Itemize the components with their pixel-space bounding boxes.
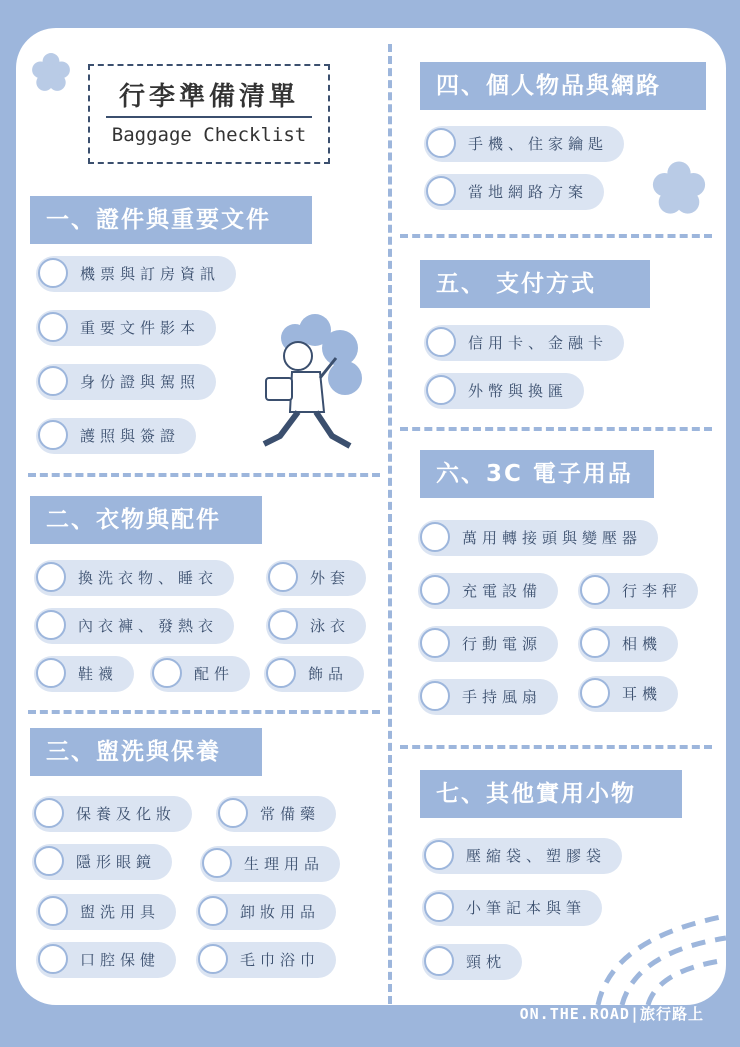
item-label: 泳衣 [310,617,351,635]
checkbox[interactable] [424,892,454,922]
page-subtitle: Baggage Checklist [111,124,307,146]
checkbox[interactable] [152,658,182,688]
item-label: 毛巾浴巾 [240,951,321,969]
checkbox[interactable] [218,798,248,828]
checkbox[interactable] [268,562,298,592]
title-box [88,64,330,164]
item-label: 卸妝用品 [240,903,321,921]
item-label: 耳機 [622,685,663,703]
checkbox[interactable] [36,610,66,640]
item-label: 相機 [622,635,663,653]
checklist-item[interactable] [418,520,658,556]
checklist-item[interactable] [424,126,624,162]
checkbox[interactable] [580,678,610,708]
checklist-item[interactable] [36,894,176,930]
section-divider [400,745,712,749]
checklist-item[interactable] [34,560,234,596]
checklist-item[interactable] [264,656,364,692]
checklist-item[interactable] [578,626,678,662]
section-header-personal: 四、個人物品與網路 [420,62,706,110]
checkbox[interactable] [38,896,68,926]
checkbox[interactable] [38,420,68,450]
checkbox[interactable] [198,896,228,926]
checklist-item[interactable] [36,942,176,978]
checkbox[interactable] [420,575,450,605]
item-label: 盥洗用具 [80,903,161,921]
checkbox[interactable] [420,681,450,711]
checklist-item[interactable] [36,364,216,400]
checklist-item[interactable] [578,676,678,712]
section-header-clothing: 二、衣物與配件 [30,496,262,544]
item-label: 內衣褲、發熱衣 [78,617,219,635]
checkbox[interactable] [266,658,296,688]
column-divider [388,44,392,1004]
section-divider [400,234,712,238]
checkbox[interactable] [424,946,454,976]
checkbox[interactable] [38,366,68,396]
checklist-item[interactable] [578,573,698,609]
item-label: 外幣與換匯 [468,382,569,400]
checkbox[interactable] [420,628,450,658]
checklist-item[interactable] [422,944,522,980]
traveler-illustration [240,308,380,458]
item-label: 身份證與駕照 [80,373,201,391]
checkbox[interactable] [38,258,68,288]
checklist-item[interactable] [266,608,366,644]
checkbox[interactable] [202,848,232,878]
checklist-item[interactable] [424,373,584,409]
item-label: 手持風扇 [462,688,543,706]
section-divider [28,473,380,477]
checklist-item[interactable] [32,796,192,832]
footer-brand: ON.THE.ROAD|旅行路上 [519,1005,704,1023]
footer [0,1005,740,1047]
section-divider [400,427,712,431]
item-label: 行李秤 [622,582,683,600]
checklist-item[interactable] [196,942,336,978]
item-label: 充電設備 [462,582,543,600]
checklist-item[interactable] [418,679,558,715]
checkbox[interactable] [198,944,228,974]
checklist-item[interactable] [418,573,558,609]
item-label: 鞋襪 [78,665,119,683]
checkbox[interactable] [426,176,456,206]
checklist-item[interactable] [424,325,624,361]
section-divider [28,710,380,714]
checklist-item[interactable] [422,890,602,926]
item-label: 保養及化妝 [76,805,177,823]
road-lines-icon [592,908,726,1005]
flower-icon [30,52,72,94]
checklist-item[interactable] [34,608,234,644]
item-label: 小筆記本與筆 [466,899,587,917]
item-label: 護照與簽證 [80,427,181,445]
item-label: 外套 [310,569,351,587]
checkbox[interactable] [420,522,450,552]
checkbox[interactable] [36,658,66,688]
checklist-item[interactable] [36,310,216,346]
checkbox[interactable] [38,944,68,974]
checklist-item[interactable] [422,838,622,874]
checkbox[interactable] [38,312,68,342]
checkbox[interactable] [268,610,298,640]
checkbox[interactable] [34,798,64,828]
section-header-documents: 一、證件與重要文件 [30,196,312,244]
item-label: 隱形眼鏡 [76,853,157,871]
item-label: 手機、住家鑰匙 [468,135,609,153]
item-label: 配件 [194,665,235,683]
item-label: 機票與訂房資訊 [80,265,221,283]
checklist-item[interactable] [36,256,236,292]
section-header-misc: 七、其他實用小物 [420,770,682,818]
checkbox[interactable] [426,327,456,357]
item-label: 當地網路方案 [468,183,589,201]
checklist-item[interactable] [266,560,366,596]
checklist-item[interactable] [200,846,340,882]
checklist-item[interactable] [34,656,134,692]
checkbox[interactable] [580,628,610,658]
item-label: 生理用品 [244,855,325,873]
checkbox[interactable] [426,128,456,158]
checkbox[interactable] [34,846,64,876]
item-label: 口腔保健 [80,951,161,969]
checklist-item[interactable] [32,844,172,880]
section-header-toiletries: 三、盥洗與保養 [30,728,262,776]
checklist-item[interactable] [196,894,336,930]
checkbox[interactable] [426,375,456,405]
item-label: 壓縮袋、塑膠袋 [466,847,607,865]
flower-icon [650,160,708,218]
checklist-item[interactable] [150,656,250,692]
checklist-item[interactable] [418,626,558,662]
item-label: 飾品 [308,665,349,683]
item-label: 頸枕 [466,953,507,971]
page-title: 行李準備清單 [118,82,299,112]
section-header-payment: 五、 支付方式 [420,260,650,308]
checklist-item[interactable] [36,418,196,454]
item-label: 換洗衣物、睡衣 [78,569,219,587]
item-label: 信用卡、金融卡 [468,334,609,352]
item-label: 萬用轉接頭與變壓器 [462,529,643,547]
item-label: 重要文件影本 [80,319,201,337]
checkbox[interactable] [580,575,610,605]
divider [106,116,312,118]
checklist-item[interactable] [424,174,604,210]
item-label: 行動電源 [462,635,543,653]
checklist-item[interactable] [216,796,336,832]
checkbox[interactable] [424,840,454,870]
section-header-electronics: 六、3C 電子用品 [420,450,654,498]
checkbox[interactable] [36,562,66,592]
item-label: 常備藥 [260,805,321,823]
